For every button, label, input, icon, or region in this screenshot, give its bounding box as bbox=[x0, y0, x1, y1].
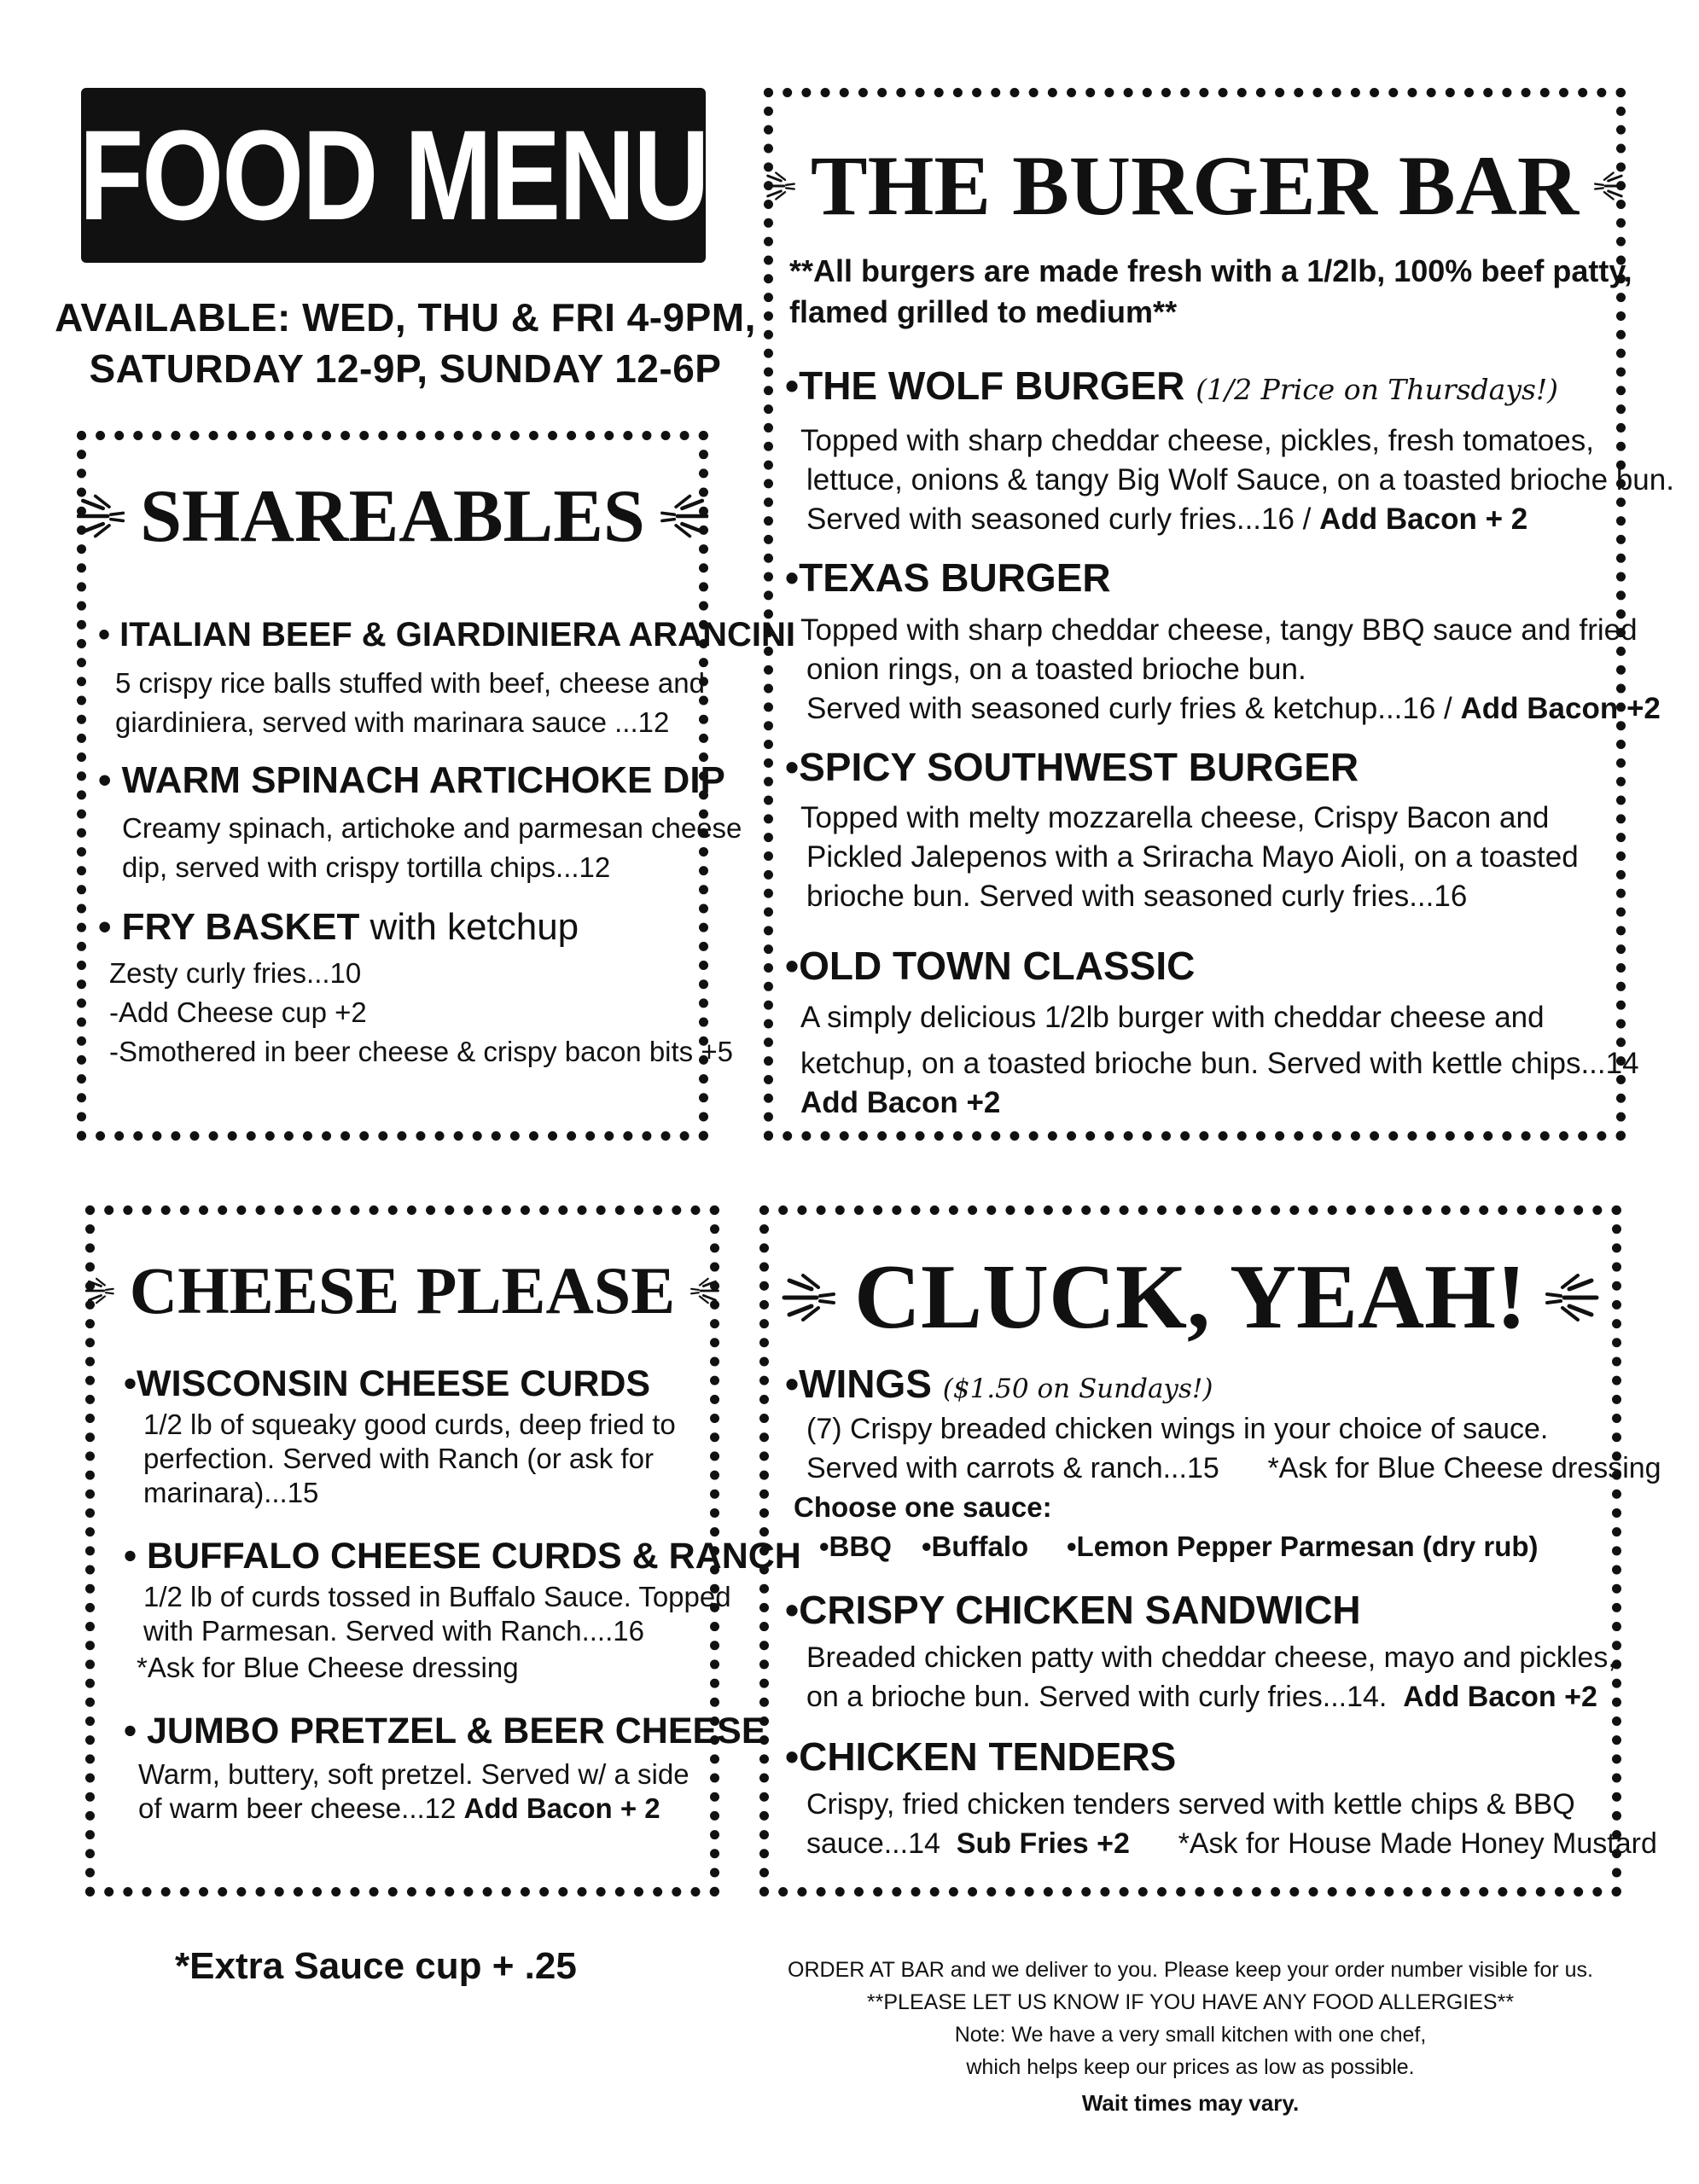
cheese-please-title: CHEESE PLEASE bbox=[129, 1252, 676, 1327]
burst-right-icon bbox=[690, 1265, 719, 1316]
kitchen-note: Note: We have a very small kitchen with one chef, bbox=[954, 2023, 1427, 2047]
burger-item-desc: Topped with sharp cheddar cheese, pickles, fresh tomatoes, bbox=[800, 424, 1594, 457]
burger-item-title bbox=[785, 363, 1558, 409]
wings-note: ($1.50 on Sundays!) bbox=[942, 1374, 1213, 1404]
wait-time-note: Wait times may vary. bbox=[1081, 2090, 1300, 2116]
shareable-item-desc: Creamy spinach, artichoke and parmesan cheese bbox=[122, 812, 742, 844]
cheese-item-title: •WISCONSIN CHEESE CURDS bbox=[124, 1363, 651, 1404]
shareable-item-desc: -Smothered in beer cheese & crispy bacon bits +5 bbox=[109, 1036, 733, 1067]
burger-item-desc: A simply delicious 1/2lb burger with cheddar cheese and bbox=[800, 1001, 1545, 1034]
shareable-item-title: • ITALIAN BEEF & GIARDINIERA ARANCINI bbox=[98, 616, 795, 653]
cheese-item-title: • BUFFALO CHEESE CURDS & RANCH bbox=[124, 1536, 801, 1577]
burger-item-desc: brioche bun. Served with seasoned curly fries...16 bbox=[806, 880, 1468, 913]
chicken-item-title bbox=[785, 1361, 1213, 1407]
sauce-option: •BBQ bbox=[819, 1531, 892, 1562]
chicken-item-tail: *Ask for House Made Honey Mustard bbox=[1129, 1827, 1657, 1860]
burger-item-title: •TEXAS BURGER bbox=[785, 555, 1111, 600]
kitchen-note: which helps keep our prices as low as possible. bbox=[966, 2055, 1415, 2079]
fry-basket-suffix: with ketchup bbox=[359, 906, 579, 948]
hours-line-2: SATURDAY 12-9P, SUNDAY 12-6P bbox=[89, 346, 722, 391]
shareable-item-desc: -Add Cheese cup +2 bbox=[109, 996, 367, 1028]
burst-left-icon bbox=[85, 1265, 114, 1316]
chicken-item-desc-text: on a brioche bun. Served with curly fries...14. bbox=[806, 1681, 1404, 1713]
sauce-option: •Lemon Pepper Parmesan (dry rub) bbox=[1067, 1531, 1539, 1562]
burger-intro: flamed grilled to medium** bbox=[789, 294, 1178, 329]
burger-item-desc: onion rings, on a toasted brioche bun. bbox=[806, 653, 1306, 686]
shareable-item-desc: dip, served with crispy tortilla chips...12 bbox=[122, 851, 611, 883]
chicken-item-desc: (7) Crispy breaded chicken wings in your choice of sauce. bbox=[806, 1413, 1549, 1445]
cluck-yeah-title: CLUCK, YEAH! bbox=[853, 1246, 1527, 1348]
shareable-item-desc: 5 crispy rice balls stuffed with beef, cheese and bbox=[115, 667, 705, 699]
burger-item-desc bbox=[806, 689, 1661, 729]
burger-item-addon: Add Bacon +2 bbox=[800, 1086, 1001, 1119]
cheese-item-desc: 1/2 lb of curds tossed in Buffalo Sauce. Topped bbox=[143, 1581, 731, 1612]
burger-item-desc: lettuce, onions & tangy Big Wolf Sauce, on a toasted brioche bun. bbox=[806, 463, 1674, 497]
cheese-item-desc bbox=[138, 1792, 660, 1826]
cheese-item-desc: *Ask for Blue Cheese dressing bbox=[137, 1652, 519, 1683]
cheese-please-heading bbox=[85, 1250, 719, 1331]
burger-item-desc: ketchup, on a toasted brioche bun. Served with kettle chips...14 bbox=[800, 1047, 1639, 1080]
burger-item-desc: Pickled Jalepenos with a Sriracha Mayo Aioli, on a toasted bbox=[806, 840, 1579, 874]
cluck-yeah-heading bbox=[759, 1244, 1621, 1350]
order-instructions: ORDER AT BAR and we deliver to you. Please keep your order number visible for us. bbox=[788, 1958, 1593, 1982]
cheese-item-desc: Warm, buttery, soft pretzel. Served w/ a side bbox=[138, 1758, 689, 1790]
burger-item-title: •SPICY SOUTHWEST BURGER bbox=[785, 745, 1359, 789]
chicken-item-addon: Sub Fries +2 bbox=[956, 1827, 1130, 1860]
burst-left-icon bbox=[77, 491, 125, 542]
burst-left-icon bbox=[779, 1272, 839, 1323]
burger-item-desc-text: Served with seasoned curly fries...16 / bbox=[806, 502, 1320, 536]
burst-right-icon bbox=[1542, 1272, 1602, 1323]
cheese-item-desc: perfection. Served with Ranch (or ask for bbox=[143, 1443, 654, 1474]
shareable-item-desc: Zesty curly fries...10 bbox=[109, 957, 362, 989]
shareable-item-desc: giardiniera, served with marinara sauce ...12 bbox=[115, 706, 670, 738]
burger-bar-heading bbox=[764, 136, 1626, 235]
cheese-item-title: • JUMBO PRETZEL & BEER CHEESE bbox=[124, 1711, 766, 1751]
cheese-item-desc: marinara)...15 bbox=[143, 1477, 319, 1508]
burst-right-icon bbox=[660, 491, 708, 542]
burger-item-desc bbox=[806, 500, 1527, 539]
fry-basket-name: • FRY BASKET bbox=[98, 906, 360, 948]
burger-item-title: •OLD TOWN CLASSIC bbox=[785, 944, 1196, 988]
burger-item-addon: Add Bacon +2 bbox=[1460, 692, 1661, 725]
sauce-option: •Buffalo bbox=[922, 1531, 1029, 1562]
burger-item-desc: Topped with melty mozzarella cheese, Crispy Bacon and bbox=[800, 801, 1550, 834]
chicken-item-title: •CRISPY CHICKEN SANDWICH bbox=[785, 1588, 1361, 1632]
cheese-item-desc: with Parmesan. Served with Ranch....16 bbox=[143, 1615, 644, 1647]
wolf-burger-name: •THE WOLF BURGER bbox=[785, 363, 1185, 408]
hours-line-1: AVAILABLE: WED, THU & FRI 4-9PM, bbox=[55, 295, 756, 340]
allergy-notice: **PLEASE LET US KNOW IF YOU HAVE ANY FOOD ALLERGIES** bbox=[866, 1990, 1515, 2014]
shareables-title: SHAREABLES bbox=[140, 474, 645, 558]
sauce-label: Choose one sauce: bbox=[794, 1491, 1052, 1523]
shareable-item-title bbox=[98, 906, 579, 949]
shareables-heading bbox=[77, 473, 708, 559]
chicken-item-desc: Breaded chicken patty with cheddar cheese, mayo and pickles, bbox=[806, 1641, 1616, 1674]
burger-item-desc: Topped with sharp cheddar cheese, tangy BBQ sauce and fried bbox=[800, 613, 1638, 647]
cheese-item-desc-text: of warm beer cheese...12 bbox=[138, 1792, 464, 1824]
burger-item-desc-text: Served with seasoned curly fries & ketchup...16 / bbox=[806, 692, 1461, 725]
chicken-item-desc bbox=[806, 1824, 1657, 1863]
burger-item-addon: Add Bacon + 2 bbox=[1319, 502, 1528, 536]
chicken-item-desc: Served with carrots & ranch...15 *Ask for Blue Cheese dressing bbox=[806, 1452, 1661, 1484]
chicken-item-title: •CHICKEN TENDERS bbox=[785, 1734, 1177, 1779]
wings-name: •WINGS bbox=[785, 1362, 932, 1406]
menu-title: FOOD MENU bbox=[79, 103, 708, 247]
wolf-burger-note: (1/2 Price on Thursdays!) bbox=[1196, 373, 1559, 406]
cheese-item-desc: 1/2 lb of squeaky good curds, deep fried to bbox=[143, 1409, 676, 1440]
chicken-item-desc bbox=[806, 1677, 1597, 1716]
shareable-item-title: • WARM SPINACH ARTICHOKE DIP bbox=[98, 759, 725, 801]
burst-right-icon bbox=[1594, 160, 1626, 212]
cheese-item-addon: Add Bacon + 2 bbox=[463, 1792, 660, 1824]
burst-left-icon bbox=[764, 160, 795, 212]
chicken-item-desc: Crispy, fried chicken tenders served with kettle chips & BBQ bbox=[806, 1788, 1575, 1821]
extra-sauce-note: *Extra Sauce cup + .25 bbox=[175, 1945, 577, 1987]
chicken-item-desc-text: sauce...14 bbox=[806, 1827, 957, 1860]
chicken-item-addon: Add Bacon +2 bbox=[1403, 1681, 1597, 1713]
menu-title-banner bbox=[81, 88, 706, 263]
burger-bar-title: THE BURGER BAR bbox=[810, 138, 1580, 233]
burger-intro: **All burgers are made fresh with a 1/2lb, 100% beef patty, bbox=[789, 253, 1632, 288]
